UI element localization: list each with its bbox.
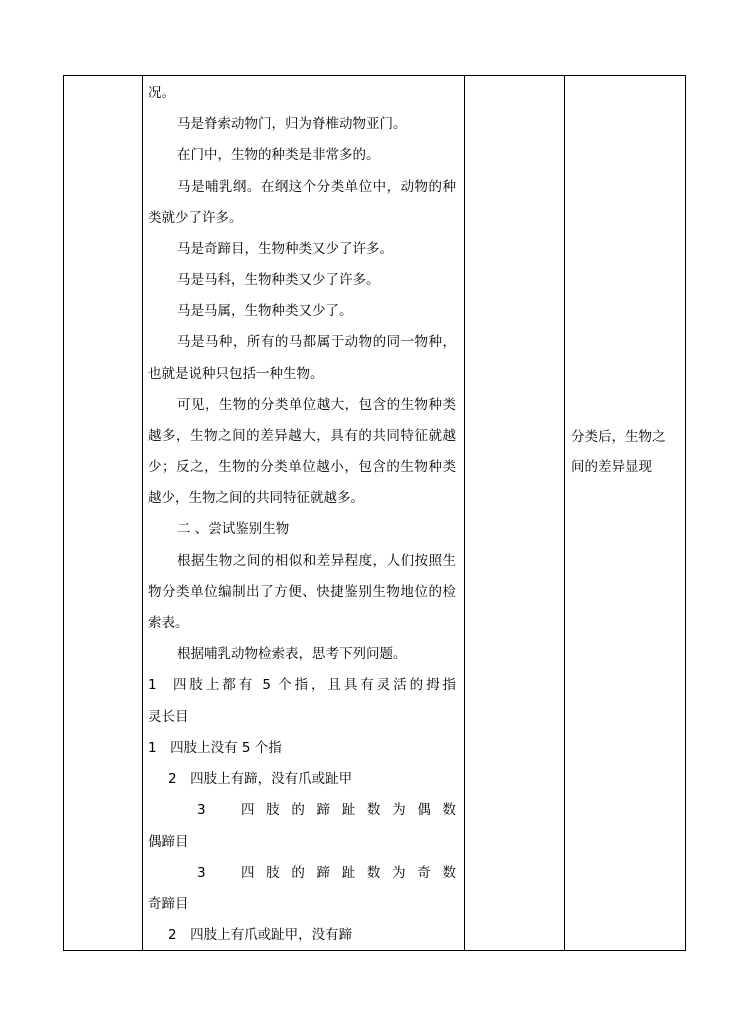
key-entry-4 <box>197 802 456 818</box>
table-cell-content <box>143 76 465 951</box>
table-cell-notes <box>565 76 686 951</box>
text-line: 索表。 <box>148 615 189 631</box>
table-cell-empty-left <box>64 76 143 951</box>
text-line: 根据生物之间的相似和差异程度，人们按照生 <box>177 553 456 569</box>
key-entry-3: 2 四肢上有蹄，没有爪或趾甲 <box>168 771 353 787</box>
text-line: 马是马种，所有的马都属于动物的同一物种， <box>177 334 456 350</box>
key-text: 四肢上都有 5 个指，且具有灵活的拇指 <box>173 677 456 693</box>
key-number: 3 <box>197 865 206 881</box>
text-line: 可见，生物的分类单位越大，包含的生物种类 <box>177 397 456 413</box>
text-line: 马是马属，生物种类又少了。 <box>177 303 353 319</box>
note-line: 间的差异显现 <box>571 459 652 475</box>
text-line: 类就少了许多。 <box>148 210 243 226</box>
text-line: 越多，生物之间的差异越大，具有的共同特征就越 <box>148 428 456 444</box>
text-line: 马是马科，生物种类又少了许多。 <box>177 272 380 288</box>
text-line: 少；反之，生物的分类单位越小，包含的生物种类 <box>148 459 456 475</box>
text-line: 根据哺乳动物检索表，思考下列问题。 <box>177 646 407 662</box>
text-line: 物分类单位编制出了方便、快捷鉴别生物地位的检 <box>148 584 456 600</box>
key-result: 奇蹄目 <box>148 896 189 912</box>
key-entry-1 <box>148 677 456 693</box>
key-number: 3 <box>197 802 206 818</box>
lesson-table <box>63 75 686 951</box>
key-text: 四肢的蹄趾数为偶数 <box>241 802 456 818</box>
key-text: 四肢的蹄趾数为奇数 <box>241 865 456 881</box>
note-line: 分类后，生物之 <box>571 429 666 445</box>
table-cell-empty-mid <box>465 76 565 951</box>
key-entry-2: 1 四肢上没有 5 个指 <box>148 740 282 756</box>
text-line: 越少，生物之间的共同特征就越多。 <box>148 490 364 506</box>
text-line: 马是脊索动物门，归为脊椎动物亚门。 <box>177 116 407 132</box>
key-result: 灵长目 <box>148 709 189 725</box>
text-line: 在门中，生物的种类是非常多的。 <box>177 147 380 163</box>
section-heading: 二 、尝试鉴别生物 <box>177 521 290 537</box>
key-result: 偶蹄目 <box>148 834 189 850</box>
text-line: 也就是说种只包括一种生物。 <box>148 366 324 382</box>
key-number: 1 <box>148 677 157 693</box>
key-entry-5 <box>197 865 456 881</box>
text-line: 况。 <box>148 85 175 101</box>
text-line: 马是奇蹄目，生物种类又少了许多。 <box>177 241 393 257</box>
key-entry-6: 2 四肢上有爪或趾甲，没有蹄 <box>168 927 353 943</box>
text-line: 马是哺乳纲。在纲这个分类单位中，动物的种 <box>177 179 456 195</box>
